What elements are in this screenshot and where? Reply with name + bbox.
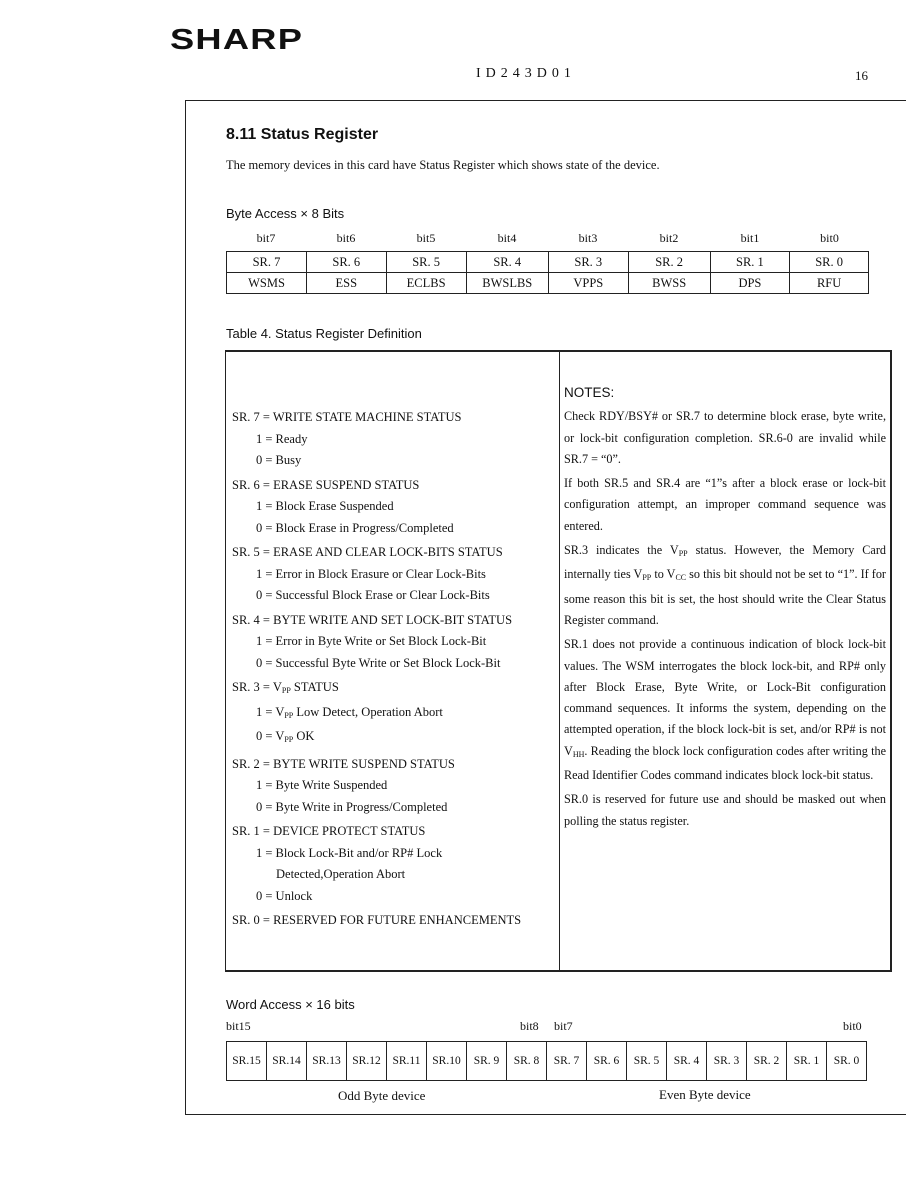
word-register-cell: SR.12 xyxy=(347,1042,387,1081)
word-register-cell: SR. 3 xyxy=(707,1042,747,1081)
register-name-cell: DPS xyxy=(710,273,790,294)
bit-header: bit4 xyxy=(497,231,517,245)
page-number: 16 xyxy=(855,68,868,83)
note-text: status. However, the Memory Card internally ties V xyxy=(564,543,886,582)
register-name-cell: BWSS xyxy=(628,273,710,294)
word-access-label: Word Access × 16 bits xyxy=(226,997,355,1012)
note-text: to V xyxy=(651,567,676,582)
register-name-cell: ECLBS xyxy=(386,273,466,294)
sr2-title: SR. 2 = BYTE WRITE SUSPEND STATUS xyxy=(232,756,455,771)
note-1: Check RDY/BSY# or SR.7 to determine block erase, byte write, or lock-bit configuration completion. SR.6-0 are invalid while SR.7 = “0”. xyxy=(564,409,886,466)
sr6-title: SR. 6 = ERASE SUSPEND STATUS xyxy=(232,477,420,492)
definitions-column xyxy=(232,404,558,932)
word-register-cell: SR. 0 xyxy=(827,1042,867,1081)
sr3-title-text: SR. 3 = V xyxy=(232,680,282,694)
sr7-value-1: 1 = Ready xyxy=(256,431,308,446)
register-cell: SR. 5 xyxy=(386,252,466,273)
sr3-value-text: Low Detect, Operation Abort xyxy=(293,704,443,719)
sr3-value-1 xyxy=(232,702,558,727)
odd-byte-label: Odd Byte device xyxy=(338,1088,426,1103)
word-register-cell: SR. 8 xyxy=(507,1042,547,1081)
bit8-label: bit8 xyxy=(520,1019,539,1033)
section-intro: The memory devices in this card have Status Register which shows state of the device. xyxy=(226,158,660,172)
byte-access-label: Byte Access × 8 Bits xyxy=(226,206,345,221)
notes-heading: NOTES: xyxy=(564,385,615,400)
sharp-logo: SHARP xyxy=(170,24,304,56)
register-row xyxy=(227,252,869,273)
bit-header: bit5 xyxy=(416,231,436,245)
sr3-title-text: STATUS xyxy=(290,680,339,694)
bit-header: bit3 xyxy=(578,231,598,245)
word-register-cell: SR. 7 xyxy=(547,1042,587,1081)
sr0-title: SR. 0 = RESERVED FOR FUTURE ENHANCEMENTS xyxy=(232,913,522,927)
register-cell: SR. 4 xyxy=(466,252,548,273)
register-name-row xyxy=(227,273,869,294)
sr3-value-text: OK xyxy=(293,729,315,743)
note-text: so this bit should not be set to “1”. If for some reason this bit is set, the host should write the Clear Status Register command. xyxy=(564,567,886,627)
sr6-value-0: 0 = Block Erase in Progress/Completed xyxy=(256,520,454,535)
note-2: If both SR.5 and SR.4 are “1”s after a block erase or lock-bit configuration attempt, an improper command sequence was entered. xyxy=(564,476,886,533)
word-register-cell: SR.13 xyxy=(307,1042,347,1081)
bit-header: bit6 xyxy=(336,231,356,245)
sr7-value-0: 0 = Busy xyxy=(256,453,302,467)
sr1-value-0: 0 = Unlock xyxy=(256,888,313,903)
subscript: PP xyxy=(284,710,294,720)
table4-caption: Table 4. Status Register Definition xyxy=(226,326,422,341)
even-byte-label: Even Byte device xyxy=(659,1087,751,1102)
sr7-title: SR. 7 = WRITE STATE MACHINE STATUS xyxy=(232,410,462,424)
word-register-cell: SR.11 xyxy=(387,1042,427,1081)
sr4-title: SR. 4 = BYTE WRITE AND SET LOCK-BIT STATUS xyxy=(232,612,513,627)
register-cell: SR. 1 xyxy=(710,252,790,273)
bit-header: bit2 xyxy=(659,231,679,245)
sr1-title: SR. 1 = DEVICE PROTECT STATUS xyxy=(232,824,426,838)
register-cell: SR. 3 xyxy=(548,252,628,273)
sr4-value-1: 1 = Error in Byte Write or Set Block Lock-Bit xyxy=(256,634,487,648)
note-4 xyxy=(564,634,886,786)
note-text: SR.3 indicates the V xyxy=(564,543,679,558)
sr2-value-1: 1 = Byte Write Suspended xyxy=(256,778,388,792)
sr5-title: SR. 5 = ERASE AND CLEAR LOCK-BITS STATUS xyxy=(232,545,503,559)
word-register-cell: SR.10 xyxy=(427,1042,467,1081)
bit0-label: bit0 xyxy=(843,1019,862,1033)
word-register-cell: SR. 6 xyxy=(587,1042,627,1081)
bit7-label: bit7 xyxy=(554,1019,573,1033)
note-text: SR.1 does not provide a continuous indication of block lock-bit values. The WSM interrogates the block lock-bit, and RP# only after Block Erase, Byte Write, or Lock-Bit configuration command sequences. It informs the system, depending on the attempted operation, if the block lock-bit is set, and/or RP# is not V xyxy=(564,637,886,758)
byte-access-table xyxy=(226,251,869,294)
status-register-definition-table xyxy=(225,350,892,972)
bit15-label: bit15 xyxy=(226,1019,251,1033)
sr1-value-1-cont: Detected,Operation Abort xyxy=(276,867,406,881)
word-register-cell: SR. 4 xyxy=(667,1042,707,1081)
sr4-value-0: 0 = Successful Byte Write or Set Block Lock-Bit xyxy=(256,655,501,670)
register-cell: SR. 6 xyxy=(306,252,386,273)
word-register-cell: SR. 2 xyxy=(747,1042,787,1081)
sr6-value-1: 1 = Block Erase Suspended xyxy=(256,499,394,513)
register-cell: SR. 7 xyxy=(227,252,307,273)
sr5-value-1: 1 = Error in Block Erasure or Clear Lock-Bits xyxy=(256,566,486,581)
bit-header: bit1 xyxy=(740,231,760,245)
word-register-cell: SR. 5 xyxy=(627,1042,667,1081)
subscript: PP xyxy=(642,573,652,583)
word-register-cell: SR.14 xyxy=(267,1042,307,1081)
notes-column xyxy=(564,382,886,835)
document-id: ID243D01 xyxy=(476,66,576,81)
subscript: PP xyxy=(281,686,291,695)
sr3-value-text: 1 = V xyxy=(256,704,285,719)
section-title: 8.11 Status Register xyxy=(226,126,379,143)
word-register-cell: SR. 1 xyxy=(787,1042,827,1081)
sr1-value-1: 1 = Block Lock-Bit and/or RP# Lock xyxy=(256,845,443,860)
word-register-cell: SR. 9 xyxy=(467,1042,507,1081)
register-name-cell: RFU xyxy=(790,273,869,294)
word-register-cell: SR.15 xyxy=(227,1042,267,1081)
subscript: PP xyxy=(678,549,688,559)
register-name-cell: WSMS xyxy=(227,273,307,294)
word-access-table xyxy=(226,1041,867,1081)
bit-header: bit7 xyxy=(256,231,276,245)
register-cell: SR. 0 xyxy=(790,252,869,273)
sr3-title xyxy=(232,677,558,702)
register-cell: SR. 2 xyxy=(628,252,710,273)
register-name-cell: BWSLBS xyxy=(466,273,548,294)
sr5-value-0: 0 = Successful Block Erase or Clear Lock-Bits xyxy=(256,588,490,602)
word-register-row xyxy=(227,1042,867,1081)
sr3-value-0 xyxy=(232,726,558,751)
subscript: CC xyxy=(675,573,687,583)
register-name-cell: VPPS xyxy=(548,273,628,294)
bit-header: bit0 xyxy=(820,231,839,245)
note-text: . Reading the block lock configuration codes after writing the Read Identifier Codes command indicates block lock-bit status. xyxy=(564,743,886,783)
note-5: SR.0 is reserved for future use and should be masked out when polling the status register. xyxy=(564,792,886,828)
register-name-cell: ESS xyxy=(306,273,386,294)
subscript: HH xyxy=(572,749,585,759)
byte-bit-headers xyxy=(226,231,869,246)
sr2-value-0: 0 = Byte Write in Progress/Completed xyxy=(256,799,448,814)
sr3-value-text: 0 = V xyxy=(256,729,285,743)
note-3 xyxy=(564,540,886,631)
column-divider xyxy=(559,352,560,970)
subscript: PP xyxy=(284,735,294,744)
